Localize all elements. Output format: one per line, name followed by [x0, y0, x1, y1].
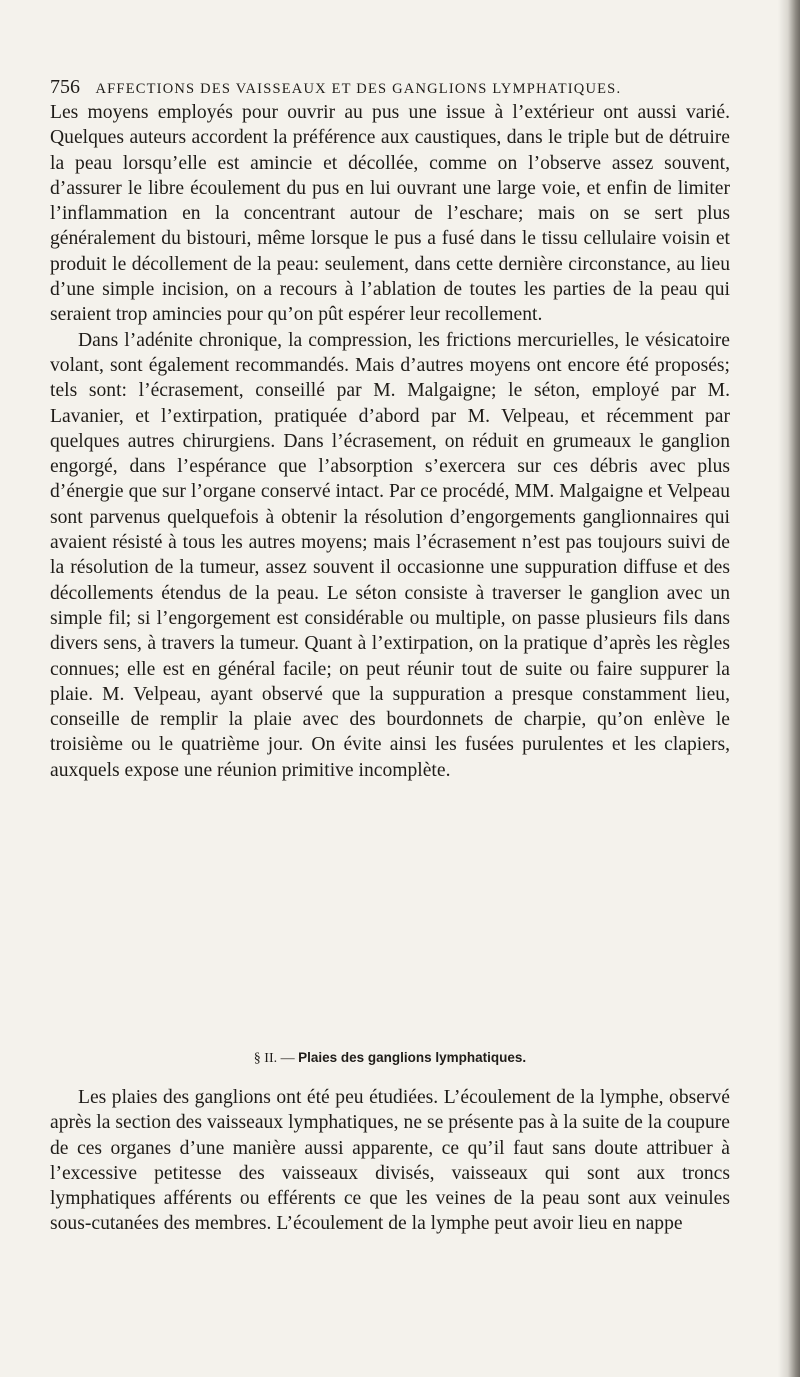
running-header — [50, 76, 730, 100]
page-number: 756 — [50, 76, 80, 98]
section-heading — [50, 1049, 730, 1068]
paragraph: Les moyens employés pour ouvrir au pus une issue à l’extérieur ont aussi varié. Quelques auteurs accordent la préférence aux caustiques, dans le triple but de détruire la peau lorsqu’elle est amincie et décollée, comme on l’observe assez souvent, d’assurer le libre écoulement du pus en lui ouvrant une large voie, et enfin de limiter l’inflammation en la concentrant autour de l’eschare; mais on se sert plus généralement du bistouri, même lorsque le pus a fusé dans le tissu cellulaire voisin et produit le décollement de la peau: seulement, dans cette dernière circonstance, au lieu d’une simple incision, on a recours à l’ablation de toutes les parties de la peau qui seraient trop amincies pour qu’on pût espérer leur recollement. — [50, 102, 730, 326]
paragraph: Dans l’adénite chronique, la compression, les frictions mercurielles, le vésicatoire volant, sont également recommandés. Mais d’autres moyens ont encore été proposés; tels sont: l’écrasement, conseillé par M. Malgaigne; le séton, employé par M. Lavanier, et l’extirpation, pratiquée d’abord par M. Velpeau, et récemment par quelques autres chirurgiens. Dans l’écrasement, on réduit en grumeaux le ganglion engorgé, dans l’espérance que l’absorption s’exercera sur ces débris avec plus d’énergie que sur l’organe conservé intact. Par ce procédé, MM. Malgaigne et Velpeau sont parvenus quelquefois à obtenir la résolution d’engorgements ganglionnaires qui avaient résisté à tous les autres moyens; mais l’écrasement n’est pas toujours suivi de la résolution de la tumeur, assez souvent il occasionne une suppuration diffuse et des décollements étendus de la peau. Le séton consiste à traverser le ganglion avec un simple fil; si l’engorgement est considérable ou multiple, on passe plusieurs fils dans divers sens, à travers la tumeur. Quant à l’extirpation, on la pratique d’après les règles connues; elle est en général facile; on peut réunir tout de suite ou faire suppurer la plaie. M. Velpeau, ayant observé que la suppuration a presque constamment lieu, conseille de remplir la plaie avec des bourdonnets de charpie, qu’on enlève le troisième ou le quatrième jour. On évite ainsi les fusées purulentes et les clapiers, auxquels expose une réunion primitive incomplète. — [50, 329, 730, 781]
running-title: AFFECTIONS DES VAISSEAUX ET DES GANGLIONS LYMPHATIQUES. — [95, 81, 622, 97]
page-edge-shadow — [778, 0, 800, 1377]
section-title: Plaies des ganglions lymphatiques. — [298, 1050, 527, 1065]
section-number: § II. — [253, 1051, 278, 1066]
paragraph: Les plaies des ganglions ont été peu étudiées. L’écoulement de la lymphe, observé après la section des vaisseaux lymphatiques, ne se présente pas à la suite de la coupure de ces organes d’une manière aussi apparente, ce qu’il faut sans doute attribuer à l’excessive petitesse des vaisseaux divisés, vaisseaux qui sont aux troncs lymphatiques afférents ou efférents ce que les veines de la peau sont aux veinules sous-cutanées des membres. L’écoulement de la lymphe peut avoir lieu en nappe — [50, 1087, 730, 1235]
section-dash: — — [280, 1051, 295, 1066]
main-text — [50, 100, 730, 783]
section-text — [50, 1085, 730, 1237]
